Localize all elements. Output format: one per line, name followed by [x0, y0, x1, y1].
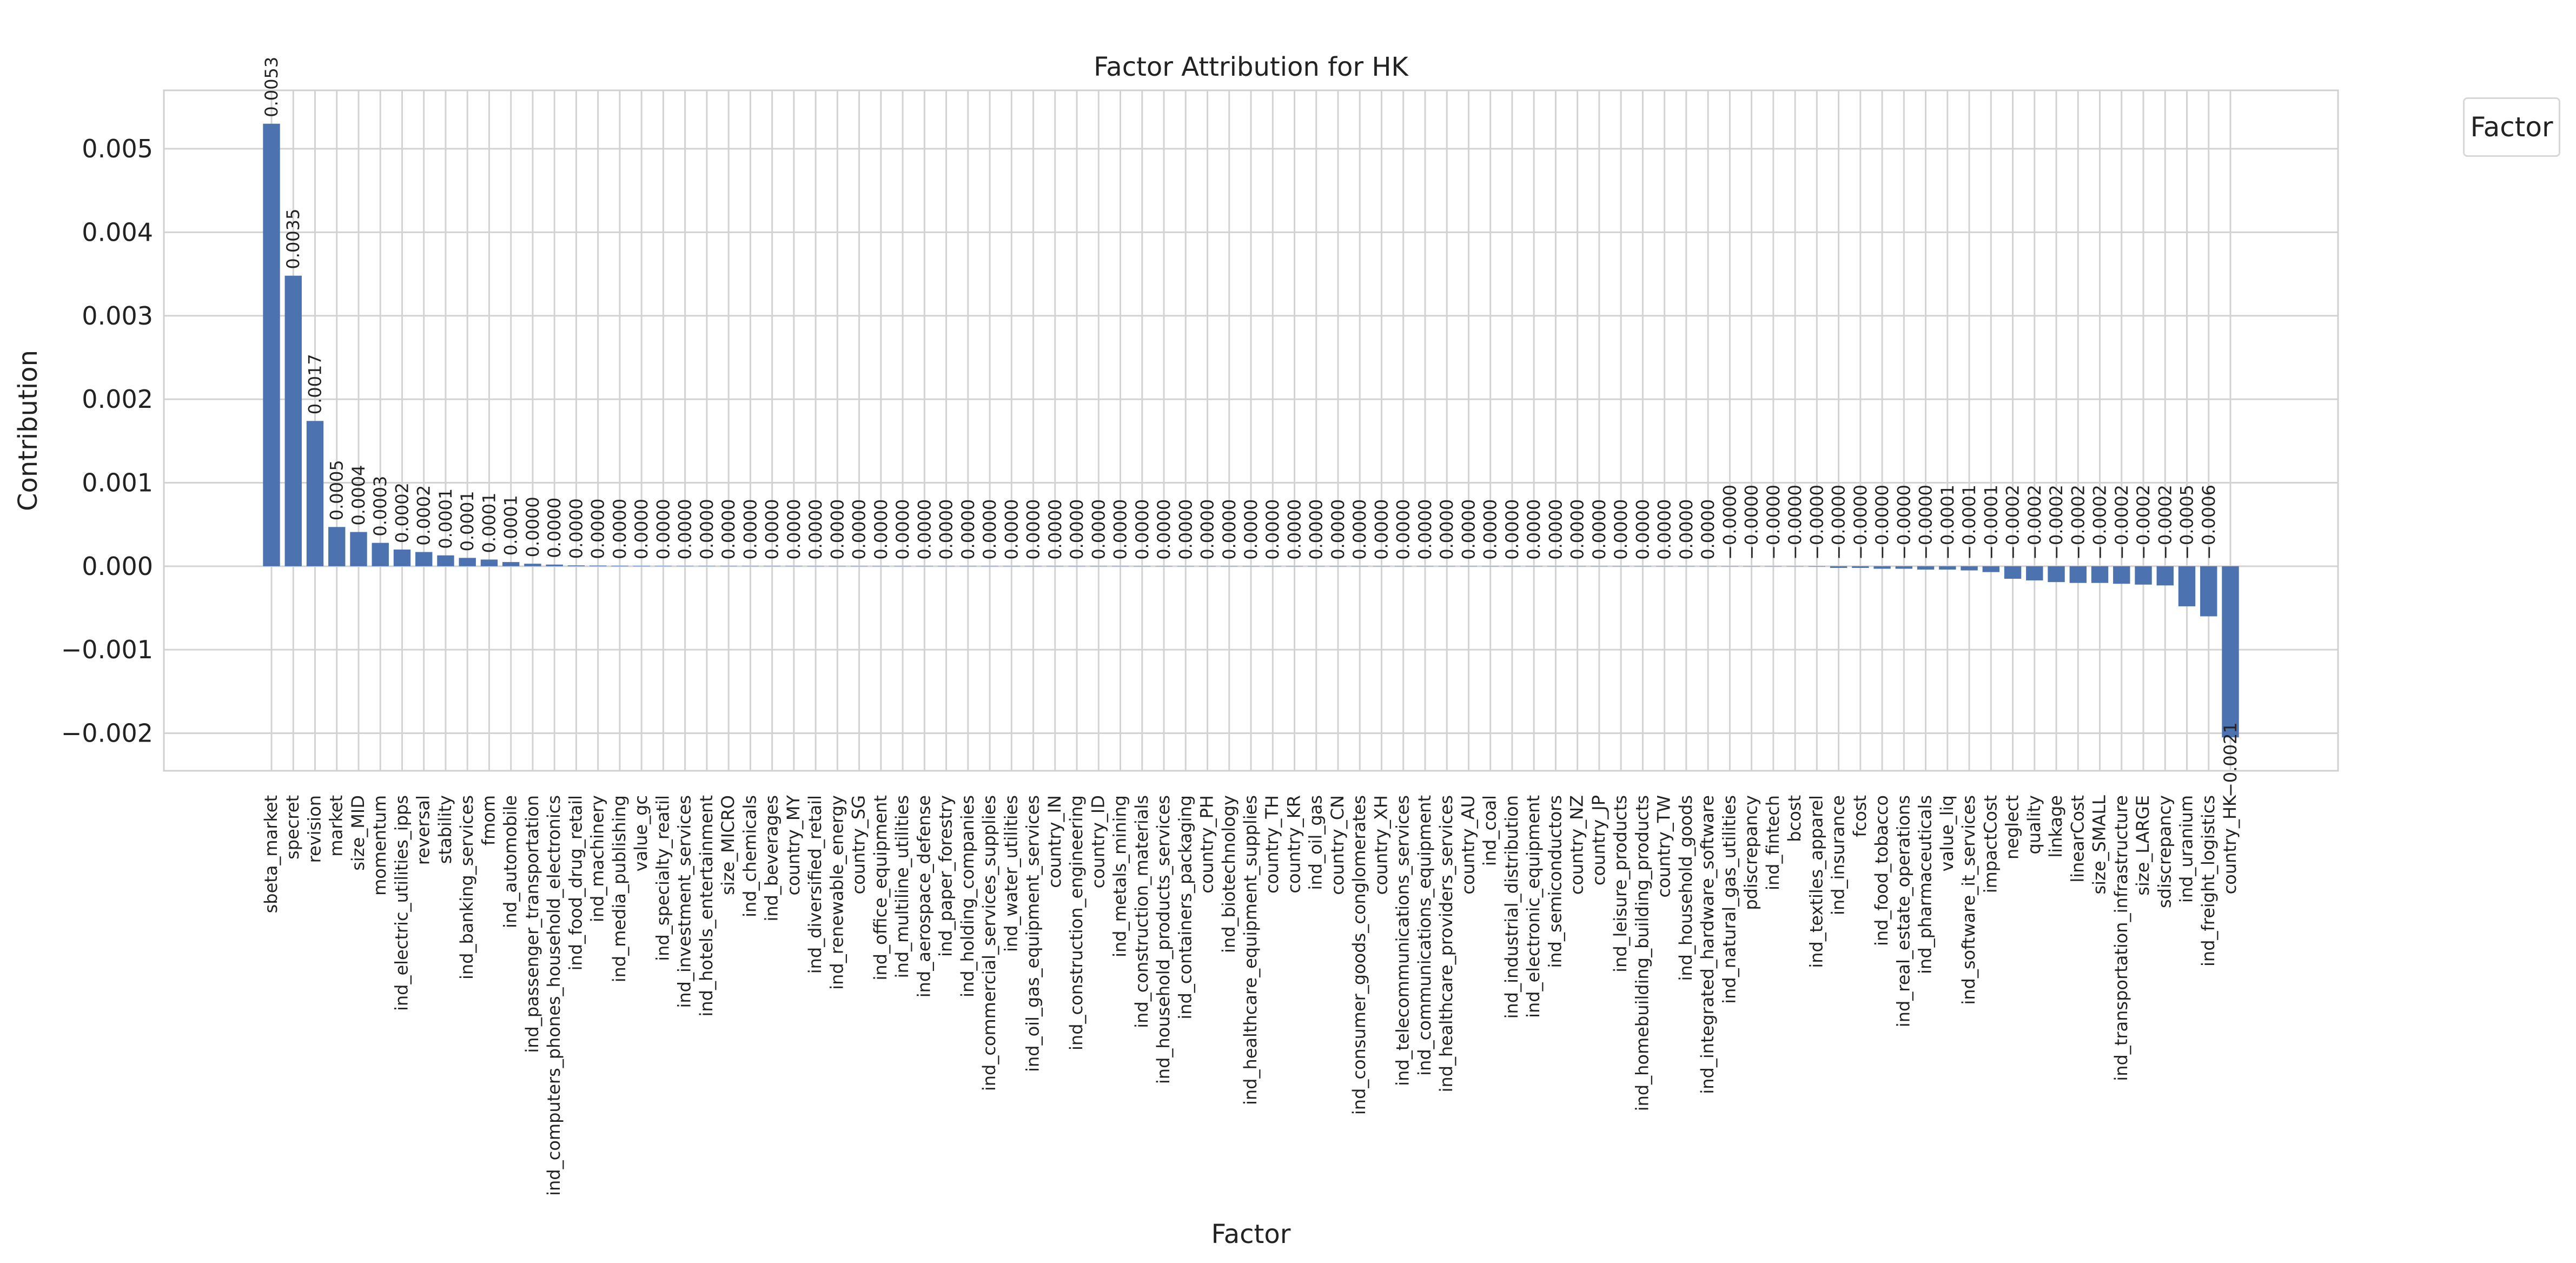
data-label: 0.0000 — [1654, 499, 1675, 560]
data-label: 0.0000 — [1524, 499, 1545, 560]
data-label: −0.0000 — [1828, 485, 1849, 560]
bar — [1809, 566, 1825, 567]
data-label: −0.0000 — [1785, 485, 1806, 560]
data-label: 0.0053 — [261, 56, 282, 117]
x-tick-label: ind_office_equipment — [870, 795, 891, 981]
data-label: 0.0000 — [827, 499, 848, 560]
x-tick-label: ind_healthcare_providers_services — [1436, 795, 1457, 1093]
bar — [568, 565, 585, 566]
x-tick-label: ind_industrial_distribution — [1501, 795, 1522, 1019]
data-label: 0.0000 — [1067, 499, 1088, 560]
data-label: 0.0000 — [936, 499, 957, 560]
data-label: 0.0000 — [849, 499, 870, 560]
data-label: 0.0000 — [892, 499, 913, 560]
x-tick-label: revision — [304, 795, 325, 863]
x-tick-label: size_MICRO — [718, 795, 739, 895]
data-label: 0.0000 — [1110, 499, 1131, 560]
bar — [2200, 566, 2217, 617]
data-label: 0.0000 — [1306, 499, 1327, 560]
y-tick-label: −0.002 — [61, 718, 153, 748]
bar — [2222, 566, 2239, 737]
x-tick-label: ind_oil_gas — [1305, 795, 1326, 890]
bar — [1721, 566, 1738, 567]
bar — [1155, 566, 1172, 567]
x-tick-label: sdiscrepancy — [2154, 795, 2175, 909]
bar — [1395, 566, 1412, 567]
data-label: 0.0000 — [805, 499, 826, 560]
bar — [1373, 566, 1390, 567]
x-tick-label: country_TH — [1262, 795, 1283, 894]
x-tick-label: size_LARGE — [2133, 795, 2154, 896]
x-tick-label: country_AU — [1458, 795, 1479, 895]
bar — [720, 566, 737, 567]
bar — [1983, 566, 1999, 572]
bar — [328, 527, 345, 566]
bar — [1482, 566, 1499, 567]
x-tick-label: ind_banking_services — [456, 795, 478, 980]
data-label: 0.0000 — [674, 499, 696, 560]
data-label: −0.0000 — [1850, 485, 1871, 560]
x-tick-label: linkage — [2045, 795, 2067, 858]
bar — [1264, 566, 1281, 567]
bar — [1678, 566, 1694, 567]
data-label: 0.0000 — [1023, 499, 1044, 560]
x-tick-label: neglect — [2002, 795, 2023, 859]
data-label: −0.0005 — [2176, 485, 2197, 560]
data-label: 0.0000 — [740, 499, 761, 560]
x-tick-label: pdiscrepancy — [1740, 795, 1762, 910]
x-tick-label: value_liq — [1936, 795, 1957, 872]
bar — [807, 566, 824, 567]
bar — [1025, 566, 1042, 567]
bar — [1460, 566, 1477, 567]
data-label: 0.0000 — [522, 497, 543, 558]
bar — [1177, 566, 1194, 567]
bar — [1308, 566, 1325, 567]
x-tick-label: country_IN — [1044, 795, 1065, 888]
x-tick-label: ind_food_tobacco — [1871, 795, 1892, 947]
x-tick-label: ind_communications_equipment — [1414, 795, 1435, 1076]
data-label: 0.0001 — [479, 492, 500, 553]
data-label: −0.0000 — [1763, 485, 1784, 560]
data-label: 0.0003 — [370, 475, 391, 537]
data-label: 0.0000 — [1044, 499, 1065, 560]
bar — [1852, 566, 1869, 568]
data-label: 0.0000 — [1001, 499, 1022, 560]
bar — [1329, 566, 1346, 567]
x-tick-label: country_NZ — [1566, 795, 1587, 895]
bar — [1699, 566, 1716, 567]
x-tick-label: country_PH — [1196, 795, 1217, 894]
bar — [350, 532, 367, 566]
x-tick-label: ind_telecommunications_services — [1392, 795, 1413, 1086]
x-tick-label: ind_automobile — [500, 795, 521, 929]
data-label: 0.0000 — [979, 499, 1001, 560]
data-label: −0.0000 — [1872, 485, 1893, 560]
y-tick-label: 0.002 — [82, 385, 153, 414]
bar — [1896, 566, 1912, 569]
bar — [1068, 566, 1085, 567]
x-tick-label: ind_construction_engineering — [1066, 795, 1087, 1050]
x-tick-label: ind_healthcare_equipment_supplies — [1240, 795, 1261, 1106]
data-label: −0.0000 — [1893, 485, 1915, 560]
x-tick-label: ind_integrated_hardware_software — [1697, 795, 1718, 1094]
x-tick-label: bcost — [1784, 795, 1805, 842]
x-tick-label: ind_real_estate_operations — [1893, 795, 1914, 1028]
data-label: 0.0000 — [566, 498, 587, 559]
legend — [2463, 97, 2560, 157]
x-tick-label: country_HK — [2220, 795, 2240, 895]
x-tick-label: stability — [434, 795, 455, 864]
bar — [285, 276, 302, 566]
bar — [1439, 566, 1455, 567]
x-tick-label: ind_holding_companies — [957, 795, 978, 997]
bar — [437, 556, 454, 566]
bar — [1917, 566, 1934, 570]
bar — [1286, 566, 1303, 567]
data-label: 0.0000 — [1327, 499, 1348, 560]
data-label: 0.0000 — [653, 499, 674, 560]
x-tick-label: ind_natural_gas_utilities — [1719, 795, 1740, 1004]
bar — [959, 566, 976, 567]
data-label: 0.0000 — [1393, 499, 1414, 560]
bar — [1656, 566, 1673, 567]
x-tick-label: ind_media_publishing — [608, 795, 630, 983]
data-label: −0.0000 — [1915, 485, 1936, 560]
data-label: 0.0000 — [783, 499, 804, 560]
y-tick-label: 0.004 — [82, 217, 153, 247]
bar — [1830, 566, 1847, 568]
x-tick-label: country_CN — [1327, 795, 1348, 895]
data-label: 0.0000 — [1588, 499, 1610, 560]
bar — [1569, 566, 1586, 567]
x-tick-label: country_ID — [1088, 795, 1109, 889]
bar — [1352, 566, 1368, 567]
bar — [829, 566, 846, 567]
bar — [1090, 566, 1107, 567]
data-label: 0.0002 — [413, 485, 434, 546]
bar — [916, 566, 933, 567]
bar — [1634, 566, 1651, 567]
bar — [764, 566, 780, 567]
x-tick-label: ind_electric_utilities_ipps — [391, 795, 412, 1011]
data-label: 0.0000 — [1371, 499, 1392, 560]
bar — [1112, 566, 1129, 567]
bar — [1199, 566, 1216, 567]
bar — [1961, 566, 1977, 571]
data-label: 0.0000 — [1480, 499, 1501, 560]
x-tick-label: ind_diversified_retail — [805, 795, 826, 974]
data-label: 0.0000 — [631, 499, 652, 560]
bar — [1242, 566, 1259, 567]
data-label: −0.0002 — [2068, 485, 2089, 560]
x-tick-label: sbeta_market — [261, 795, 281, 914]
x-tick-label: country_SG — [848, 795, 869, 895]
data-label: 0.0000 — [1611, 499, 1632, 560]
x-tick-label: ind_biotechnology — [1218, 795, 1239, 953]
x-tick-label: momentum — [369, 795, 390, 896]
x-tick-label: ind_fintech — [1762, 795, 1783, 891]
data-label: 0.0002 — [392, 482, 413, 543]
data-label: 0.0000 — [1436, 499, 1458, 560]
data-label: 0.0000 — [609, 498, 630, 559]
data-label: 0.0000 — [1154, 499, 1175, 560]
data-label: 0.0000 — [1567, 499, 1588, 560]
x-tick-label: ind_electronic_equipment — [1523, 795, 1544, 1018]
bar — [1786, 566, 1803, 567]
x-tick-label: ind_household_goods — [1675, 795, 1696, 981]
bar — [981, 566, 998, 567]
x-tick-label: ind_beverages — [761, 795, 782, 922]
data-label: −0.0002 — [2002, 485, 2023, 560]
x-tick-label: ind_coal — [1479, 795, 1500, 867]
data-label: 0.0001 — [435, 488, 456, 549]
x-tick-label: reversal — [413, 795, 434, 865]
bar — [459, 558, 476, 566]
data-label: −0.0000 — [1806, 485, 1827, 560]
data-label: 0.0000 — [718, 499, 739, 560]
y-axis-label: Contribution — [13, 349, 43, 512]
x-tick-label: ind_food_drug_retail — [565, 795, 586, 971]
bar — [1525, 566, 1542, 567]
bar — [2048, 566, 2064, 582]
data-label: −0.0021 — [2220, 722, 2241, 798]
x-tick-label: quality — [2023, 795, 2044, 855]
x-tick-label: country_KR — [1283, 795, 1304, 894]
data-label: −0.0002 — [2024, 485, 2045, 560]
gridlines — [164, 90, 2338, 771]
data-label: 0.0000 — [1131, 499, 1153, 560]
bar — [2004, 566, 2021, 579]
bar — [1003, 566, 1020, 567]
bar — [372, 543, 389, 566]
x-tick-label: ind_leisure_products — [1610, 795, 1631, 973]
data-label: 0.0000 — [1175, 499, 1196, 560]
data-label: 0.0000 — [870, 499, 891, 560]
data-label: −0.0001 — [1937, 485, 1958, 560]
data-label: 0.0004 — [348, 465, 369, 526]
bar — [1221, 566, 1237, 567]
data-label: −0.0002 — [2133, 485, 2154, 560]
data-label: −0.0000 — [1719, 485, 1740, 560]
bar — [394, 550, 410, 566]
bar — [546, 565, 562, 566]
bar — [2135, 566, 2151, 585]
x-tick-label: country_MY — [783, 795, 804, 896]
y-tick-label: 0.003 — [82, 301, 153, 330]
x-tick-label: ind_insurance — [1827, 795, 1849, 915]
data-label: −0.0001 — [1981, 485, 2002, 560]
x-tick-label: ind_computers_phones_household_electronics — [544, 795, 565, 1196]
bar — [851, 566, 868, 567]
bar — [1743, 566, 1760, 567]
data-label: −0.0002 — [2089, 485, 2110, 560]
x-tick-label: ind_oil_gas_equipment_services — [1022, 795, 1043, 1072]
x-tick-label: ind_transportation_infrastructure — [2110, 795, 2131, 1081]
data-label: 0.0005 — [326, 460, 347, 521]
data-label: 0.0000 — [1676, 499, 1697, 560]
bar — [524, 564, 541, 566]
data-label: 0.0017 — [304, 354, 326, 415]
x-tick-label: ind_household_products_services — [1153, 795, 1174, 1085]
bar — [307, 421, 323, 566]
bar — [2157, 566, 2174, 586]
bar — [872, 566, 889, 567]
data-label: 0.0000 — [1545, 499, 1566, 560]
x-axis-label: Factor — [1211, 1219, 1291, 1249]
bar — [415, 552, 432, 566]
data-label: 0.0001 — [500, 495, 521, 556]
bar — [2113, 566, 2130, 584]
data-label: 0.0000 — [1632, 499, 1653, 560]
x-tick-label: country_XH — [1370, 795, 1392, 895]
x-tick-label: ind_specialty_reatil — [652, 795, 673, 961]
data-label: 0.0000 — [914, 499, 935, 560]
bar — [1047, 566, 1063, 567]
bar — [1939, 566, 1956, 570]
x-tick-label: ind_construction_materials — [1131, 795, 1152, 1028]
data-label: 0.0000 — [957, 499, 978, 560]
data-label: −0.0002 — [2046, 485, 2067, 560]
data-label: −0.0006 — [2198, 485, 2219, 560]
y-tick-label: 0.000 — [82, 551, 153, 581]
data-label: 0.0000 — [1241, 499, 1261, 560]
y-axis-ticks — [61, 134, 153, 748]
data-label: 0.0000 — [587, 498, 608, 559]
data-label: 0.0000 — [544, 497, 565, 558]
chart-title: Factor Attribution for HK — [1094, 52, 1408, 82]
bar — [502, 562, 519, 566]
data-label: −0.0001 — [1959, 485, 1980, 560]
bar — [894, 566, 911, 567]
x-tick-label: ind_semiconductors — [1545, 795, 1566, 968]
data-label: 0.0001 — [457, 491, 478, 552]
bar — [1504, 566, 1520, 567]
x-tick-label: ind_metals_mining — [1109, 795, 1130, 957]
data-label: 0.0000 — [1088, 499, 1109, 560]
x-tick-label: ind_passenger_transportation — [521, 795, 542, 1053]
data-label: −0.0002 — [2111, 485, 2132, 560]
legend-title: Factor — [2470, 111, 2553, 143]
data-label: 0.0000 — [1458, 499, 1479, 560]
x-tick-label: ind_aerospace_defense — [913, 795, 935, 998]
bar — [1416, 566, 1433, 567]
x-tick-label: ind_machinery — [587, 795, 608, 923]
bar — [1591, 566, 1607, 567]
bar — [1612, 566, 1629, 567]
data-label: 0.0035 — [283, 208, 304, 269]
bar — [742, 566, 759, 567]
x-tick-label: ind_water_utilities — [1001, 795, 1022, 952]
bar — [1873, 566, 1890, 569]
bar — [1547, 566, 1564, 567]
x-tick-label: ind_multiline_utilities — [892, 795, 913, 978]
data-label: 0.0000 — [696, 499, 717, 560]
x-tick-label: market — [326, 795, 347, 857]
data-label: 0.0000 — [1349, 499, 1370, 560]
bar — [2070, 566, 2087, 583]
bar — [263, 124, 280, 566]
data-label: −0.0002 — [2155, 485, 2176, 560]
y-tick-label: 0.001 — [82, 468, 153, 498]
bar — [2178, 566, 2195, 606]
x-tick-label: country_JP — [1588, 795, 1609, 886]
bar — [785, 566, 802, 567]
data-label: 0.0000 — [1197, 499, 1218, 560]
x-tick-label: ind_consumer_goods_conglomerates — [1349, 795, 1370, 1115]
x-tick-label: ind_textiles_apparel — [1806, 795, 1827, 968]
x-tick-label: ind_chemicals — [739, 795, 760, 917]
bar — [2026, 566, 2043, 580]
bar — [1765, 566, 1782, 567]
data-label: 0.0000 — [1698, 499, 1719, 560]
x-tick-label: ind_freight_logistics — [2197, 795, 2219, 967]
data-label: 0.0000 — [761, 499, 783, 560]
x-tick-label: country_TW — [1653, 795, 1674, 898]
x-tick-label: fcost — [1849, 795, 1870, 837]
y-tick-label: 0.005 — [82, 134, 153, 164]
x-tick-label: ind_homebuilding_building_products — [1632, 795, 1653, 1112]
x-tick-label: ind_hotels_entertainment — [696, 795, 717, 1017]
bar — [1134, 566, 1150, 567]
x-tick-label: ind_commercial_services_supplies — [979, 795, 1000, 1092]
x-tick-label: ind_investment_services — [674, 795, 695, 1008]
data-label: 0.0000 — [1414, 499, 1435, 560]
data-label: 0.0000 — [1284, 499, 1305, 560]
bar — [938, 566, 955, 567]
bar — [2091, 566, 2108, 583]
x-tick-label: value_gc — [631, 795, 652, 872]
y-tick-label: −0.001 — [61, 635, 153, 665]
x-tick-label: fmom — [478, 795, 499, 846]
x-axis-ticks — [261, 795, 2240, 1196]
x-tick-label: ind_renewable_energy — [826, 795, 847, 990]
bar — [481, 559, 498, 566]
x-tick-label: ind_software_it_services — [1958, 795, 1979, 1005]
x-tick-label: ind_paper_forestry — [935, 795, 956, 957]
x-tick-label: specret — [282, 795, 303, 859]
x-tick-label: linearCost — [2067, 795, 2088, 883]
x-tick-label: size_SMALL — [2089, 795, 2110, 895]
data-label: 0.0000 — [1501, 499, 1522, 560]
x-tick-label: ind_pharmaceuticals — [1915, 795, 1936, 974]
x-tick-label: size_MID — [347, 795, 368, 871]
data-label: −0.0000 — [1741, 485, 1762, 560]
x-tick-label: impactCost — [1980, 795, 2001, 894]
x-tick-label: ind_uranium — [2176, 795, 2197, 903]
data-label: 0.0000 — [1219, 499, 1240, 560]
data-label: 0.0000 — [1262, 499, 1283, 560]
x-tick-label: ind_containers_packaging — [1175, 795, 1196, 1020]
